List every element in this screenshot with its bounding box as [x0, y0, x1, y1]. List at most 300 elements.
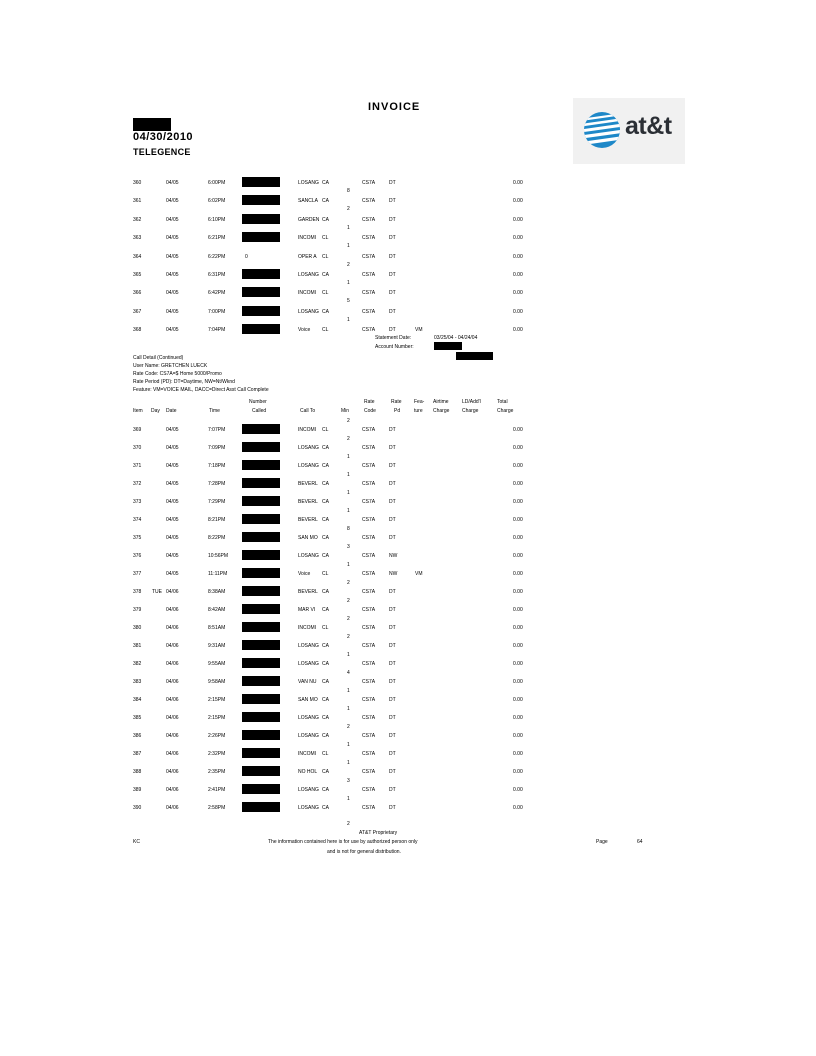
call-time: 7:29PM: [208, 499, 226, 505]
redacted-number: [242, 269, 280, 279]
redacted-number: [242, 478, 280, 488]
total-charge: 0.00: [513, 272, 523, 278]
total-charge: 0.00: [513, 661, 523, 667]
col-call-to: Call To: [300, 408, 316, 414]
call-time: 2:15PM: [208, 715, 226, 721]
redacted-number: [242, 177, 280, 187]
item-number: 369: [133, 427, 142, 433]
col-total-charge: Charge: [497, 408, 514, 414]
item-number: 387: [133, 751, 142, 757]
item-number: 381: [133, 643, 142, 649]
rate-period: DT: [389, 254, 396, 260]
rate-period: DT: [389, 805, 396, 811]
call-date: 04/05: [166, 499, 179, 505]
call-to-state: CL: [322, 254, 329, 260]
call-to-place: BEVERL: [298, 589, 318, 595]
call-time: 9:31AM: [208, 643, 226, 649]
col-rate-2: Rate: [391, 399, 402, 405]
call-to-place: Voice: [298, 571, 311, 577]
rate-period: DT: [389, 715, 396, 721]
redacted-number: [242, 514, 280, 524]
feature: VM: [415, 327, 423, 333]
total-charge: 0.00: [513, 787, 523, 793]
redacted-number: [242, 730, 280, 740]
total-charge: 0.00: [513, 805, 523, 811]
rate-code: CS7A: [362, 661, 376, 667]
item-number: 361: [133, 198, 142, 204]
total-charge: 0.00: [513, 643, 523, 649]
rate-period: DT: [389, 198, 396, 204]
call-to-state: CA: [322, 643, 329, 649]
call-date: 04/06: [166, 607, 179, 613]
item-number: 363: [133, 235, 142, 241]
call-date: 04/05: [166, 327, 179, 333]
item-number: 384: [133, 697, 142, 703]
call-to-place: LOSANG: [298, 805, 319, 811]
total-charge: 0.00: [513, 625, 523, 631]
statement-date-label: Statement Date:: [375, 335, 412, 341]
minutes: 2: [347, 634, 350, 640]
item-number: 372: [133, 481, 142, 487]
item-number: 365: [133, 272, 142, 278]
call-to-place: BEVERL: [298, 481, 318, 487]
total-charge: 0.00: [513, 733, 523, 739]
rate-period: DT: [389, 751, 396, 757]
rate-period: DT: [389, 235, 396, 241]
rate-code: CS7A: [362, 751, 376, 757]
item-number: 371: [133, 463, 142, 469]
call-to-place: INCOMI: [298, 290, 317, 296]
call-time: 11:11PM: [208, 571, 228, 577]
meta-rate-code: Rate Code: CS7A=$ Home 5000/Promo: [133, 371, 222, 377]
call-to-state: CA: [322, 309, 329, 315]
total-charge: 0.00: [513, 715, 523, 721]
call-date: 04/06: [166, 679, 179, 685]
invoice-date: 04/30/2010: [133, 131, 194, 143]
call-to-place: LOSANG: [298, 180, 319, 186]
total-charge: 0.00: [513, 217, 523, 223]
rate-period: DT: [389, 517, 396, 523]
rate-code: CS7A: [362, 499, 376, 505]
globe-icon: [583, 110, 621, 150]
call-to-state: CL: [322, 290, 329, 296]
call-to-place: INCOMI: [298, 427, 317, 433]
rate-period: DT: [389, 272, 396, 278]
call-to-state: CA: [322, 272, 329, 278]
call-date: 04/05: [166, 535, 179, 541]
minutes: 2: [347, 821, 350, 827]
redacted-number: [242, 712, 280, 722]
item-number: 378: [133, 589, 142, 595]
item-number: 376: [133, 553, 142, 559]
item-number: 379: [133, 607, 142, 613]
rate-period: DT: [389, 463, 396, 469]
item-number: 374: [133, 517, 142, 523]
call-to-place: VAN NU: [298, 679, 317, 685]
minutes: 8: [347, 188, 350, 194]
rate-code: CS7A: [362, 198, 376, 204]
call-to-state: CA: [322, 679, 329, 685]
col-time: Time: [209, 408, 220, 414]
call-to-place: LOSANG: [298, 661, 319, 667]
rate-code: CS7A: [362, 697, 376, 703]
rate-period: NW: [389, 553, 398, 559]
item-number: 367: [133, 309, 142, 315]
minutes: 3: [347, 778, 350, 784]
rate-period: DT: [389, 481, 396, 487]
col-ture: ture: [414, 408, 423, 414]
rate-period: DT: [389, 679, 396, 685]
call-time: 7:28PM: [208, 481, 226, 487]
call-day: TUE: [152, 589, 162, 595]
footer-notice: The information contained here is for use by authorized person only: [268, 839, 418, 845]
rate-code: CS7A: [362, 517, 376, 523]
total-charge: 0.00: [513, 427, 523, 433]
call-to-place: INCOMI: [298, 235, 317, 241]
call-to-state: CA: [322, 715, 329, 721]
rate-code: CS7A: [362, 571, 376, 577]
minutes: 2: [347, 580, 350, 586]
footer-page-number: 64: [637, 839, 643, 845]
redacted-block: [456, 352, 493, 360]
call-to-state: CL: [322, 751, 329, 757]
call-to-state: CA: [322, 463, 329, 469]
col-min: Min: [341, 408, 350, 414]
item-number: 362: [133, 217, 142, 223]
total-charge: 0.00: [513, 589, 523, 595]
call-to-place: INCOMI: [298, 751, 317, 757]
call-date: 04/05: [166, 217, 179, 223]
call-date: 04/05: [166, 445, 179, 451]
call-time: 8:51AM: [208, 625, 226, 631]
call-to-state: CA: [322, 805, 329, 811]
minutes: 1: [347, 706, 350, 712]
rate-period: DT: [389, 217, 396, 223]
item-number: 377: [133, 571, 142, 577]
minutes: 1: [347, 280, 350, 286]
minutes: 1: [347, 317, 350, 323]
call-time: 2:32PM: [208, 751, 226, 757]
call-date: 04/05: [166, 235, 179, 241]
minutes: 2: [347, 262, 350, 268]
rate-period: DT: [389, 769, 396, 775]
rate-code: CS7A: [362, 327, 376, 333]
call-to-place: NO HOL: [298, 769, 318, 775]
rate-period: DT: [389, 787, 396, 793]
item-number: 388: [133, 769, 142, 775]
call-date: 04/05: [166, 481, 179, 487]
call-time: 9:58AM: [208, 679, 226, 685]
rate-code: CS7A: [362, 553, 376, 559]
call-to-state: CA: [322, 499, 329, 505]
rate-code: CS7A: [362, 254, 376, 260]
total-charge: 0.00: [513, 254, 523, 260]
footer-initials: KC: [133, 839, 140, 845]
minutes: 1: [347, 796, 350, 802]
redacted-number: [242, 424, 280, 434]
call-to-place: LOSANG: [298, 787, 319, 793]
call-to-state: CA: [322, 217, 329, 223]
redacted-number: [242, 640, 280, 650]
call-date: 04/06: [166, 643, 179, 649]
col-ldadd-charge: Charge: [462, 408, 479, 414]
footer-proprietary: AT&T Proprietary: [359, 830, 398, 836]
call-date: 04/06: [166, 769, 179, 775]
rate-code: CS7A: [362, 235, 376, 241]
minutes: 2: [347, 598, 350, 604]
feature: VM: [415, 571, 423, 577]
call-date: 04/06: [166, 733, 179, 739]
col-rate-1: Rate: [364, 399, 375, 405]
call-to-state: CL: [322, 427, 329, 433]
item-number: 364: [133, 254, 142, 260]
call-time: 9:55AM: [208, 661, 226, 667]
minutes: 1: [347, 760, 350, 766]
call-date: 04/06: [166, 589, 179, 595]
total-charge: 0.00: [513, 517, 523, 523]
redacted-number: [242, 195, 280, 205]
rate-code: CS7A: [362, 427, 376, 433]
item-number: 383: [133, 679, 142, 685]
call-to-state: CL: [322, 235, 329, 241]
rate-code: CS7A: [362, 463, 376, 469]
call-to-state: CL: [322, 571, 329, 577]
call-time: 6:21PM: [208, 235, 226, 241]
item-number: 390: [133, 805, 142, 811]
call-to-place: LOSANG: [298, 553, 319, 559]
call-time: 8:21PM: [208, 517, 226, 523]
rate-period: DT: [389, 180, 396, 186]
call-to-place: LOSANG: [298, 715, 319, 721]
call-date: 04/05: [166, 427, 179, 433]
redacted-number: [242, 586, 280, 596]
minutes: 1: [347, 562, 350, 568]
item-number: 386: [133, 733, 142, 739]
col-called: Called: [252, 408, 267, 414]
rate-period: DT: [389, 427, 396, 433]
item-number: 366: [133, 290, 142, 296]
total-charge: 0.00: [513, 445, 523, 451]
call-to-state: CA: [322, 481, 329, 487]
call-time: 2:58PM: [208, 805, 226, 811]
call-to-state: CA: [322, 733, 329, 739]
total-charge: 0.00: [513, 290, 523, 296]
call-date: 04/06: [166, 625, 179, 631]
total-charge: 0.00: [513, 607, 523, 613]
col-code: Code: [364, 408, 376, 414]
minutes: 2: [347, 206, 350, 212]
call-to-state: CA: [322, 445, 329, 451]
call-to-state: CA: [322, 769, 329, 775]
call-to-place: LOSANG: [298, 445, 319, 451]
minutes: 1: [347, 742, 350, 748]
redacted-number: [242, 232, 280, 242]
meta-call-detail: Call Detail (Continued): [133, 355, 184, 361]
minutes: 1: [347, 490, 350, 496]
redacted-number: [242, 532, 280, 542]
redacted-number: [242, 306, 280, 316]
call-date: 04/06: [166, 751, 179, 757]
redacted-number: [242, 694, 280, 704]
call-time: 7:09PM: [208, 445, 226, 451]
call-to-state: CA: [322, 589, 329, 595]
call-date: 04/06: [166, 661, 179, 667]
call-to-place: Voice: [298, 327, 311, 333]
rate-period: DT: [389, 499, 396, 505]
rate-code: CS7A: [362, 445, 376, 451]
redacted-block: [133, 118, 171, 131]
call-to-place: LOSANG: [298, 733, 319, 739]
call-to-state: CL: [322, 327, 329, 333]
call-date: 04/05: [166, 571, 179, 577]
call-to-state: CA: [322, 661, 329, 667]
rate-code: CS7A: [362, 535, 376, 541]
item-number: 382: [133, 661, 142, 667]
meta-feature: Feature: VM=VOICE MAIL, DACC=Direct Asst Call Complete: [133, 387, 269, 393]
call-time: 2:41PM: [208, 787, 226, 793]
col-number: Number: [249, 399, 267, 405]
rate-period: DT: [389, 643, 396, 649]
call-date: 04/05: [166, 290, 179, 296]
call-to-state: CA: [322, 198, 329, 204]
call-date: 04/05: [166, 553, 179, 559]
rate-period: DT: [389, 733, 396, 739]
call-date: 04/06: [166, 787, 179, 793]
total-charge: 0.00: [513, 535, 523, 541]
item-number: 370: [133, 445, 142, 451]
minutes: 1: [347, 243, 350, 249]
call-time: 8:38AM: [208, 589, 226, 595]
call-to-state: CA: [322, 607, 329, 613]
total-charge: 0.00: [513, 679, 523, 685]
rate-code: CS7A: [362, 787, 376, 793]
col-pd: Pd: [394, 408, 401, 414]
rate-period: DT: [389, 309, 396, 315]
total-charge: 0.00: [513, 180, 523, 186]
col-item: Item: [133, 408, 143, 414]
rate-code: CS7A: [362, 481, 376, 487]
call-to-place: LOSANG: [298, 463, 319, 469]
redacted-number: [242, 550, 280, 560]
call-time: 6:31PM: [208, 272, 226, 278]
col-ldadd: LD/Add'l: [462, 399, 481, 405]
redacted-number: [242, 568, 280, 578]
rate-code: CS7A: [362, 679, 376, 685]
minutes: 2: [347, 418, 350, 424]
call-to-place: BEVERL: [298, 517, 318, 523]
col-airtime-charge: Charge: [433, 408, 450, 414]
call-time: 6:10PM: [208, 217, 226, 223]
rate-code: CS7A: [362, 309, 376, 315]
call-date: 04/06: [166, 715, 179, 721]
total-charge: 0.00: [513, 553, 523, 559]
call-time: 8:42AM: [208, 607, 226, 613]
call-date: 04/05: [166, 517, 179, 523]
rate-code: CS7A: [362, 805, 376, 811]
rate-period: DT: [389, 589, 396, 595]
call-to-state: CA: [322, 787, 329, 793]
invoice-title: INVOICE: [368, 101, 421, 113]
redacted-number: [242, 604, 280, 614]
total-charge: 0.00: [513, 697, 523, 703]
call-to-place: SAN MO: [298, 697, 318, 703]
rate-period: DT: [389, 625, 396, 631]
footer-page-label: Page: [596, 839, 608, 845]
logo-wordmark: at&t: [625, 112, 672, 140]
col-airtime: Airtime: [433, 399, 449, 405]
minutes: 1: [347, 225, 350, 231]
call-to-place: GARDEN: [298, 217, 320, 223]
call-to-place: LOSANG: [298, 272, 319, 278]
minutes: 3: [347, 544, 350, 550]
redacted-number: [242, 622, 280, 632]
rate-code: CS7A: [362, 607, 376, 613]
minutes: 1: [347, 652, 350, 658]
call-date: 04/05: [166, 198, 179, 204]
total-charge: 0.00: [513, 571, 523, 577]
rate-period: DT: [389, 697, 396, 703]
rate-period: DT: [389, 445, 396, 451]
rate-code: CS7A: [362, 180, 376, 186]
minutes: 2: [347, 616, 350, 622]
rate-code: CS7A: [362, 589, 376, 595]
redacted-number: [242, 442, 280, 452]
rate-period: DT: [389, 535, 396, 541]
redacted-number: [242, 766, 280, 776]
call-to-place: MAR VI: [298, 607, 316, 613]
att-logo: [573, 98, 685, 164]
rate-code: CS7A: [362, 625, 376, 631]
redacted-number: [242, 784, 280, 794]
minutes: 8: [347, 526, 350, 532]
redacted-number: [242, 658, 280, 668]
call-date: 04/05: [166, 272, 179, 278]
rate-period: DT: [389, 290, 396, 296]
rate-code: CS7A: [362, 733, 376, 739]
call-time: 6:00PM: [208, 180, 226, 186]
minutes: 2: [347, 724, 350, 730]
call-time: 2:15PM: [208, 697, 226, 703]
minutes: 1: [347, 508, 350, 514]
item-number: 373: [133, 499, 142, 505]
col-fea: Fea-: [414, 399, 425, 405]
meta-user-name: User Name: GRETCHEN LUECK: [133, 363, 208, 369]
item-number: 385: [133, 715, 142, 721]
call-to-place: OPER A: [298, 254, 317, 260]
total-charge: 0.00: [513, 769, 523, 775]
call-time: 6:02PM: [208, 198, 226, 204]
call-date: 04/05: [166, 180, 179, 186]
col-total: Total: [497, 399, 508, 405]
call-to-place: SAN MO: [298, 535, 318, 541]
call-time: 7:04PM: [208, 327, 226, 333]
call-time: 10:56PM: [208, 553, 229, 559]
call-to-state: CL: [322, 625, 329, 631]
item-number: 368: [133, 327, 142, 333]
total-charge: 0.00: [513, 235, 523, 241]
statement-date-value: 03/25/04 - 04/24/04: [434, 335, 478, 341]
call-to-place: LOSANG: [298, 643, 319, 649]
total-charge: 0.00: [513, 309, 523, 315]
item-number: 380: [133, 625, 142, 631]
redacted-number: [242, 676, 280, 686]
redacted-block: [434, 342, 462, 350]
redacted-number: [242, 287, 280, 297]
call-to-state: CA: [322, 535, 329, 541]
total-charge: 0.00: [513, 198, 523, 204]
rate-period: DT: [389, 661, 396, 667]
call-time: 7:07PM: [208, 427, 226, 433]
